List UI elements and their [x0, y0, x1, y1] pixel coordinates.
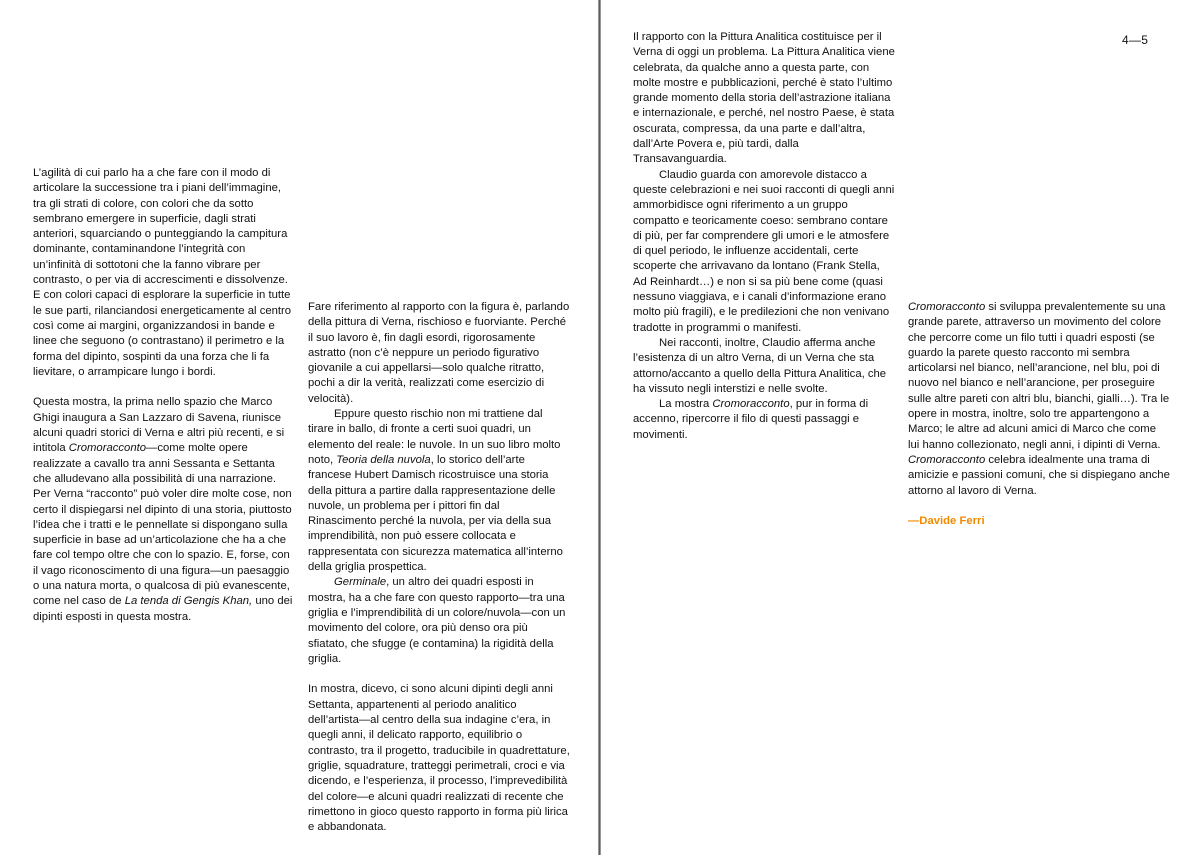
paragraph: Questa mostra, la prima nello spazio che Marco Ghigi inaugura a San Lazzaro di Savena, riunisce alcuni quadri storici di Verna e altri più recenti, e si intitola Cromoracconto—come molte opere realizzate a cavallo tra anni Sessanta e Settanta che alludevano alla possibilità di una narrazione. Per Verna “racconto” può voler dire molte cose, non certo il dispiegarsi nel dipinto di una storia, piuttosto l’idea che i tratti e le pennellate si dispongano sulla superficie in base ad un’articolazione che ha a che fare col tempo oltre che con lo spazio. E, forse, con il vago riconoscimento di una figura—un paesaggio o una natura morta, o qualcosa di più evanescente, come nel caso de La tenda di Gengis Khan, uno dei dipinti esposti in questa mostra.: [33, 396, 293, 623]
paragraph: Eppure questo rischio non mi trattiene dal tirare in ballo, di fronte a certi suoi quadri, un elemento del reale: le nuvole. In un suo libro molto noto, Teoria della nuvola, lo storico dell’arte francese Hubert Damisch ricostruisce una storia della pittura a partire dalla rappresentazione delle nuvole, un problema per i pittori fin dal Rinascimento perché la nuvola, per via della sua imprendibilità, non può essere collocata e rappresentata con sicurezza matematica all’interno della griglia prospettica.: [308, 408, 563, 574]
paragraph: Claudio guarda con amorevole distacco a queste celebrazioni e nei suoi racconti di quegli anni ammorbidisce ogni riferimento a un gruppo compatto e teoricamente coeso: sembrano contare di più, per far comprendere gli umori e le atmosfere di quel periodo, le influenze accidentali, certe scoperte che arrivavano da lontano (Frank Stella, Ad Reinhardt…) e non si sa più bene come (quasi nessuno viaggiava, e i canali d’informazione erano molto più fragili), e le predilezioni che non venivano tradotte in programmi o manifesti.: [633, 168, 895, 334]
author-signature: —Davide Ferri: [908, 515, 985, 528]
page-numbers: 4—5: [1122, 33, 1149, 47]
paragraph: Il rapporto con la Pittura Analitica costituisce per il Verna di oggi un problema. La Pittura Analitica viene celebrata, da qualche anno a questa parte, con molte mostre e pubblicazioni, perché è stato l’ultimo grande momento della storia dell’astrazione italiana e internazionale, e perché, nel nostro Paese, è stata oscurata, compressa, da una parte e dall’altra, dall’Arte Povera e, più tardi, dalla Transavanguardia.: [633, 31, 895, 166]
paragraph: Fare riferimento al rapporto con la figura è, parlando della pittura di Verna, rischioso e fuorviante. Perché il suo lavoro è, fin dagli esordi, rigorosamente astratto (non c’è neppure un periodo figurativo giovanile a cui appellarsi—solo qualche ritratto, pochi a dir la verità, realizzati come esercizio di velocità).: [308, 301, 570, 405]
paragraph: Cromoracconto si sviluppa prevalentemente su una grande parete, attraverso un movimento del colore che percorre come un filo tutti i quadri esposti (se guardo la parete questo racconto mi sembra articolarsi nel bianco, nell’arancione, nel blu, poi di nuovo nel bianco e nell’arancione, per proseguire sulle altre pareti con altri blu, bianchi, gialli…). Tra le opere in mostra, inoltre, solo tre appartengono a Marco; le altre ad alcuni amici di Marco che come lui hanno collezionato, negli anni, i dipinti di Verna. Cromoracconto celebra idealmente una trama di amicizie e passioni comuni, che si dispiegano anche attorno al lavoro di Verna.: [908, 301, 1170, 497]
paragraph: La mostra Cromoracconto, pur in forma di accenno, ripercorre il filo di questi passaggi e movimenti.: [633, 398, 869, 441]
paragraph: In mostra, dicevo, ci sono alcuni dipinti degli anni Settanta, appartenenti al periodo analitico dell’artista—al centro della sua indagine c’era, in quegli anni, il delicato rapporto, equilibrio o contrasto, tra il progetto, traducibile in quadrettature, griglie, squadrature, tratteggi perimetrali, croci e via dicendo, e l’esperienza, il processo, l’imprevedibilità del colore—e alcuni quadri realizzati di recente che rimettono in gioco questo rapporto in forma più lirica e abbandonata.: [308, 683, 570, 834]
paragraph: Nei racconti, inoltre, Claudio afferma anche l’esistenza di un altro Verna, di un Verna che sta attorno/accanto a quello della Pittura Analitica, che ha vissuto negli interstizi e nelle svolte.: [633, 336, 887, 395]
text-column-1: [33, 166, 296, 625]
paragraph: L’agilità di cui parlo ha a che fare con il modo di articolare la successione tra i piani dell’immagine, tra gli strati di colore, con colori che da sotto sembrano emergere in superficie, dagli strati anteriori, squarciando o punteggiando la campitura dominante, contaminandone l’integrità con un’infinità di sottotoni che la fanno vibrare per contrasto, o per via di accrescimenti e dissolvenze. E con colori capaci di esplorare la superficie in tutte le sue parti, rilanciandosi energeticamente al centro così come ai margini, organizzandosi in bande e linee che seguono (o contrastano) il perimetro e la forma del dipinto, sospinti da una forza che li fa lievitare, o arrampicare lungo i bordi.: [33, 167, 292, 378]
text-column-3: [633, 30, 895, 443]
paragraph: Germinale, un altro dei quadri esposti in mostra, ha a che fare con questo rapporto—tra una griglia e l’imprendibilità di un colore/nuvola—con un movimento del colore, ora più denso ora più sfiatato, che sfugge (e contamina) la rigidità della griglia.: [308, 576, 566, 665]
text-column-4: [908, 300, 1170, 529]
text-column-2: [308, 300, 570, 835]
